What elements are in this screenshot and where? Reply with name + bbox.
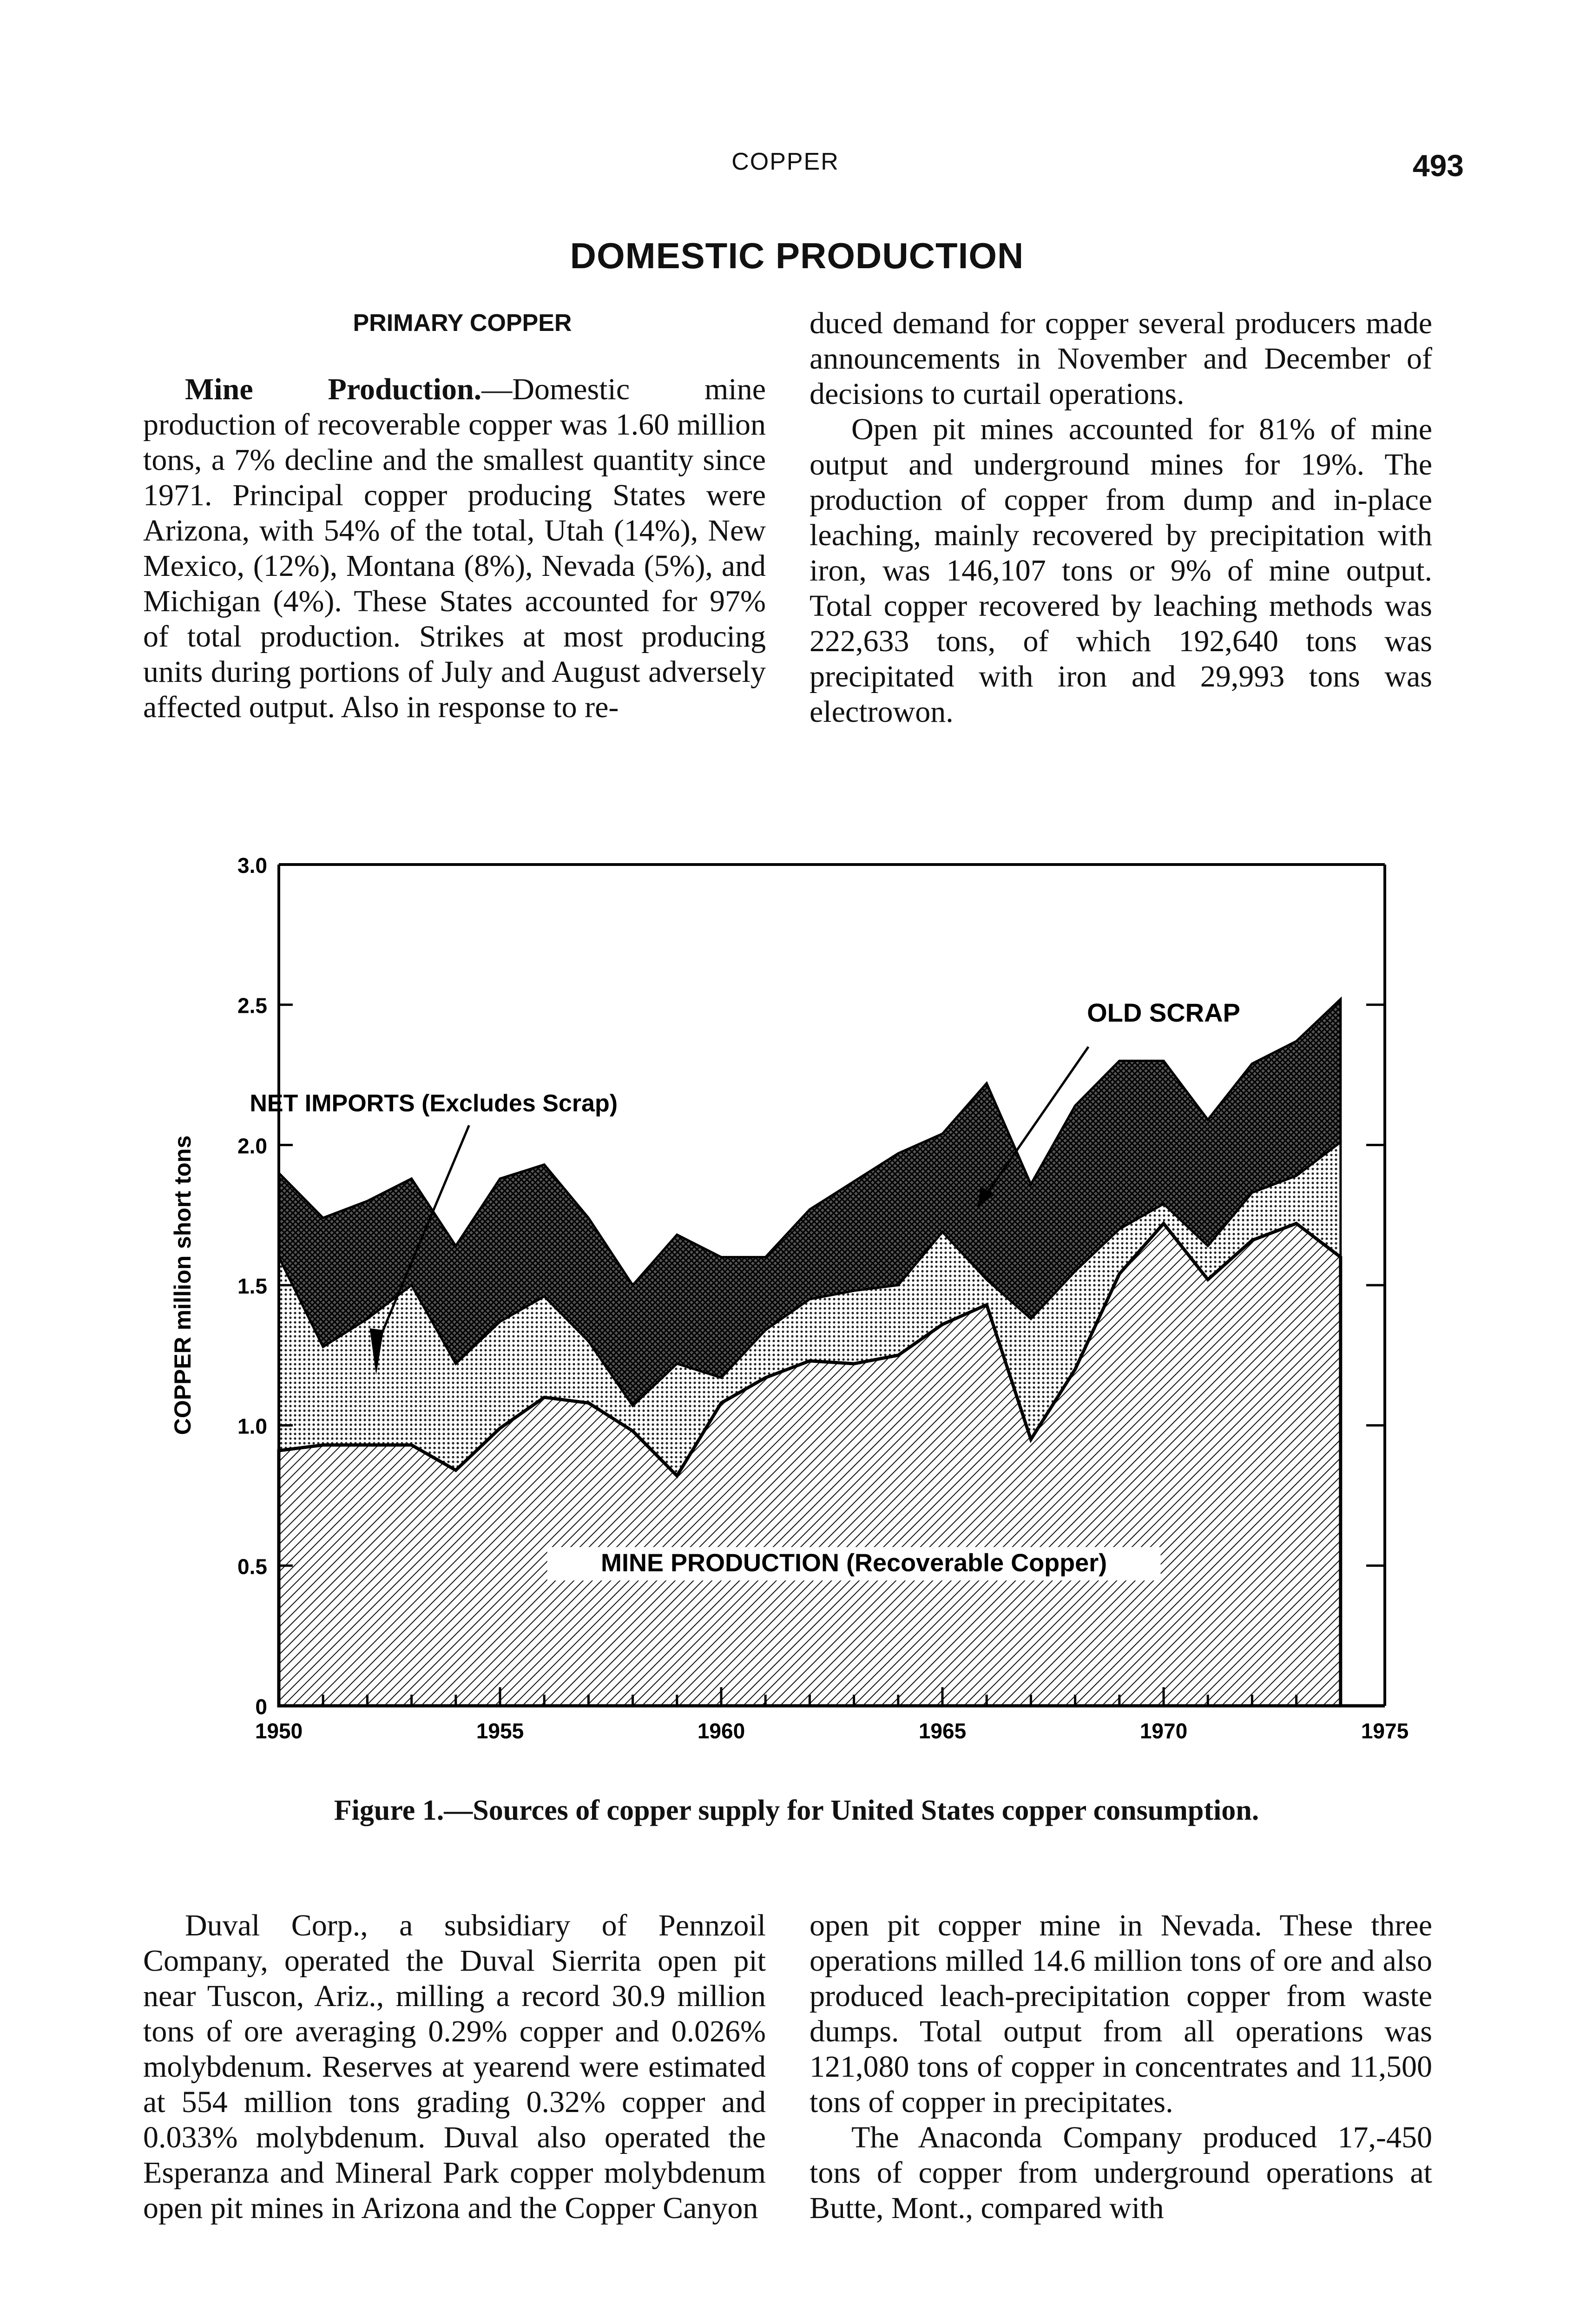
y-tick-label: 0.5 xyxy=(237,1554,267,1579)
paragraph: Duval Corp., a subsidiary of Pennzoil Company, operated the Duval Sierrita open pit near Tuscon, Ariz., milling a record 30.9 million tons of ore averaging 0.29% copper and 0.026% molybdenum. Reserves at yearend were estimated at 554 million tons grading 0.32% copper and 0.033% molybdenum. Duval also operated the Esperanza and Mineral Park copper molybdenum open pit mines in Arizona and the Copper Canyon xyxy=(143,1908,766,2225)
paragraph: open pit copper mine in Nevada. These three operations milled 14.6 million tons of ore and also produced leach-precipitation copper from waste dumps. Total output from all operations was 121,080 tons of copper in concentrates and 11,500 tons of copper in precipitates. xyxy=(810,1908,1432,2119)
y-tick-label: 3.0 xyxy=(237,853,267,878)
paragraph: The Anaconda Company produced 17,-450 tons of copper from underground operations at Butte, Mont., compared with xyxy=(810,2120,1432,2225)
paragraph: —Domestic mine production of recoverable copper was 1.60 million tons, a 7% decline and the smallest quantity since 1971. Principal copper producing States were Arizona, with 54% of the total, Utah (14%), New Mexico, (12%), Montana (8%), Nevada (5%), and Michigan (4%). These States accounted for 97% of total production. Strikes at most producing units during portions of July and August adversely affected output. Also in response to re- xyxy=(143,372,766,724)
runin-heading: Mine Production. xyxy=(185,372,482,406)
y-tick-label: 2.5 xyxy=(237,993,267,1018)
subsection-title: PRIMARY COPPER xyxy=(353,310,572,337)
running-head: COPPER xyxy=(731,148,839,175)
y-tick-label: 1.0 xyxy=(237,1414,267,1439)
y-axis-label: COPPER million short tons xyxy=(170,1135,196,1435)
paragraph: Open pit mines accounted for 81% of mine output and underground mines for 19%. The production of copper from dump and in-place leaching, mainly recovered by precipitation with iron, was 146,107 tons or 9% of mine output. Total copper recovered by leaching methods was 222,633 tons, of which 192,640 tons was precipitated with iron and 29,993 tons was electrowon. xyxy=(810,412,1432,729)
text-column-top-right xyxy=(810,306,1432,730)
x-tick-label: 1975 xyxy=(1361,1719,1409,1743)
y-tick-label: 1.5 xyxy=(237,1274,267,1298)
copper-supply-chart xyxy=(139,837,1441,1780)
annotation-mine-production: MINE PRODUCTION (Recoverable Copper) xyxy=(601,1549,1107,1577)
text-column-bottom-left xyxy=(143,1908,766,2226)
section-title: DOMESTIC PRODUCTION xyxy=(570,235,1024,276)
annotation-net-imports: NET IMPORTS (Excludes Scrap) xyxy=(250,1089,618,1117)
y-tick-label: 0 xyxy=(255,1695,267,1719)
paragraph: duced demand for copper several producers made announcements in November and December of decisions to curtail operations. xyxy=(810,306,1432,411)
x-tick-label: 1960 xyxy=(697,1719,745,1743)
text-column-top-left xyxy=(143,372,766,725)
x-tick-label: 1965 xyxy=(918,1719,967,1743)
x-tick-label: 1950 xyxy=(255,1719,303,1743)
text-column-bottom-right xyxy=(810,1908,1432,2226)
y-tick-label: 2.0 xyxy=(237,1134,267,1158)
x-tick-label: 1955 xyxy=(476,1719,524,1743)
page-number: 493 xyxy=(1412,148,1464,183)
annotation-old-scrap: OLD SCRAP xyxy=(1087,997,1240,1027)
figure-caption: Figure 1.—Sources of copper supply for United States copper consumption. xyxy=(334,1795,1259,1826)
x-tick-label: 1970 xyxy=(1139,1719,1188,1743)
